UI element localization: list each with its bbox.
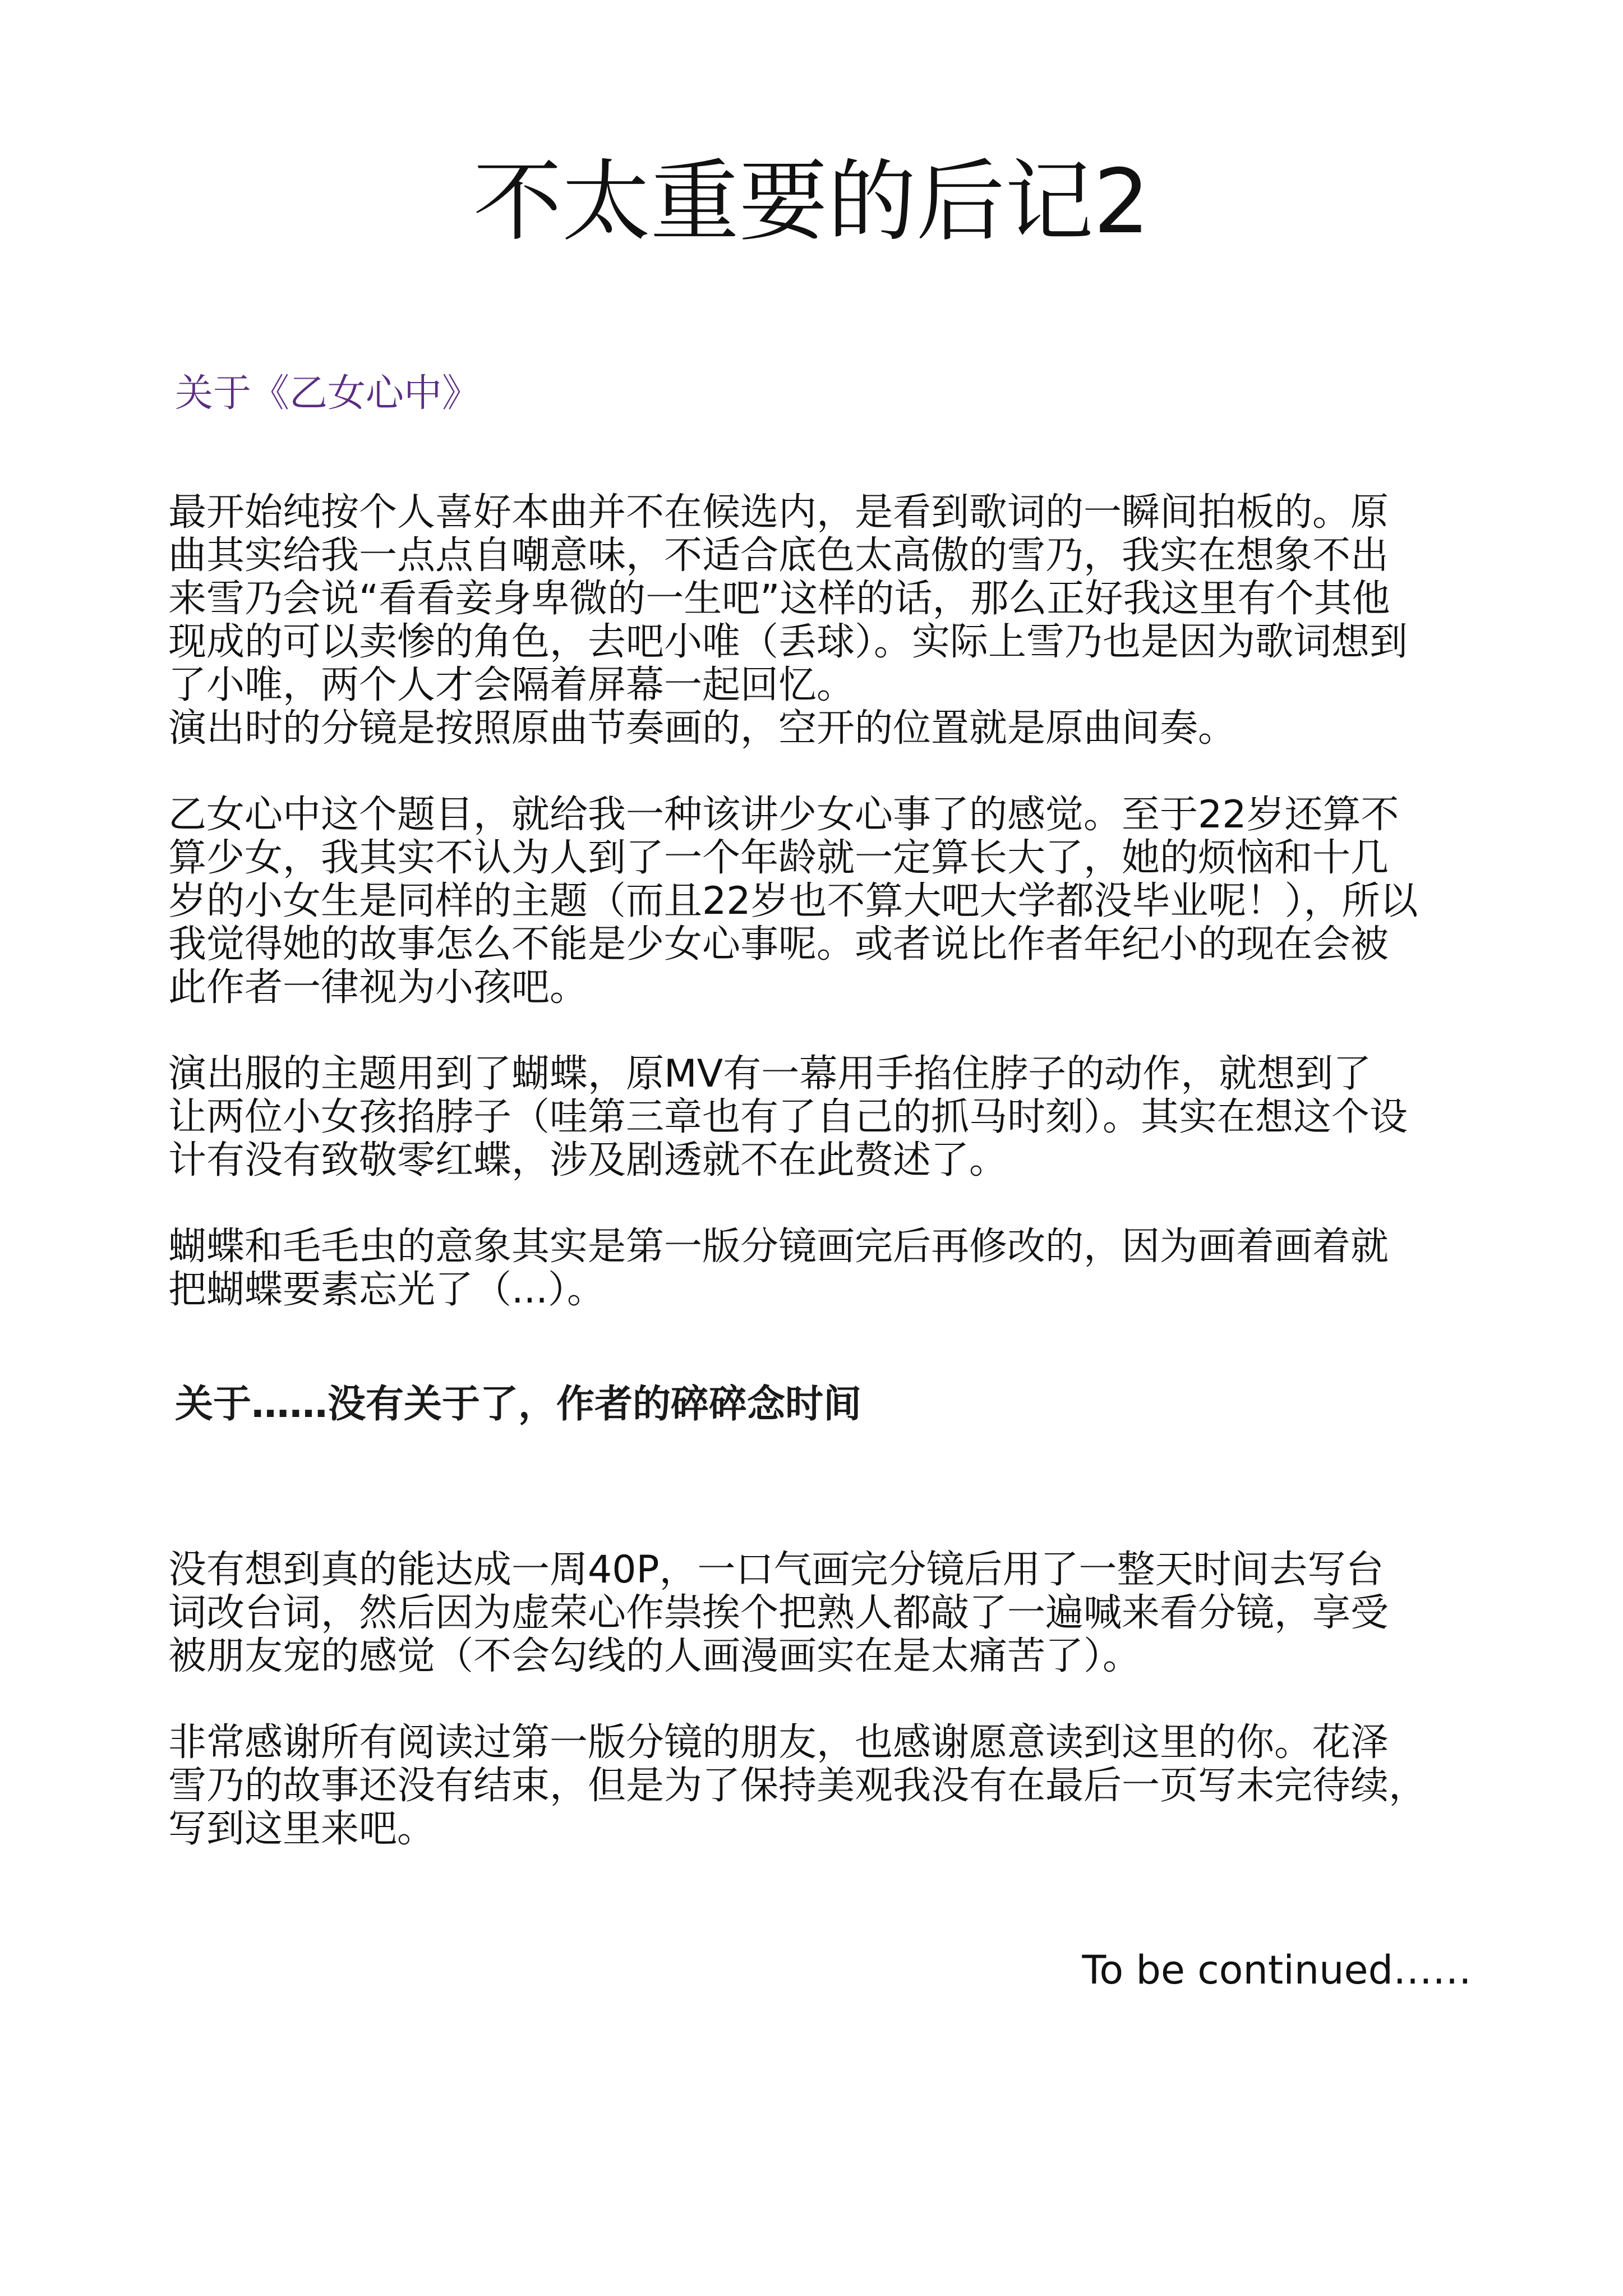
section-heading-author-notes: 关于……没有关于了，作者的碎碎念时间: [175, 1382, 862, 1427]
paragraph: 最开始纯按个人喜好本曲并不在候选内，是看到歌词的一瞬间拍板的。原 曲其实给我一点点自嘲意味，不适合底色太高傲的雪乃，我实在想象不出 来雪乃会说“看看妾身卑微的一生吧”这样的话，那么正好我这里有个其他 现成的可以卖惨的角色，去吧小唯（丢球）。实际上雪乃也是因为歌词想到 了小唯，两个人才会隔着屏幕一起回忆。 演出时的分镜是按照原曲节奏画的，空开的位置就是原曲间奏。: [168, 490, 1408, 751]
to-be-continued-text: To be continued……: [1082, 1947, 1472, 1993]
page-title: 不太重要的后记2: [473, 150, 1150, 254]
paragraph: 非常感谢所有阅读过第一版分镜的朋友，也感谢愿意读到这里的你。花泽 雪乃的故事还没有结束，但是为了保持美观我没有在最后一页写未完待续， 写到这里来吧。: [168, 1720, 1427, 1851]
section-heading-otome-shinju: 关于《乙女心中》: [175, 371, 481, 416]
paragraph: 演出服的主题用到了蝴蝶，原MV有一幕用手掐住脖子的动作，就想到了 让两位小女孩掐脖子（哇第三章也有了自己的抓马时刻）。其实在想这个设 计有没有致敬零红蝶，涉及剧透就不在此赘述了。: [168, 1052, 1408, 1182]
paragraph: 乙女心中这个题目，就给我一种该讲少女心事了的感觉。至于22岁还算不 算少女，我其实不认为人到了一个年龄就一定算长大了，她的烦恼和十几 岁的小女生是同样的主题（而且22岁也不算大吧大学都没毕业呢！），所以 我觉得她的故事怎么不能是少女心事呢。或者说比作者年纪小的现在会被 此作者一律视为小孩吧。: [168, 793, 1418, 1010]
paragraph: 蝴蝶和毛毛虫的意象其实是第一版分镜画完后再修改的，因为画着画着就 把蝴蝶要素忘光了（...）。: [168, 1225, 1389, 1312]
paragraph: 没有想到真的能达成一周40P，一口气画完分镜后用了一整天时间去写台 词改台词，然后因为虚荣心作祟挨个把熟人都敲了一遍喊来看分镜，享受 被朋友宠的感觉（不会勾线的人画漫画实在是太痛苦了）。: [168, 1548, 1389, 1678]
